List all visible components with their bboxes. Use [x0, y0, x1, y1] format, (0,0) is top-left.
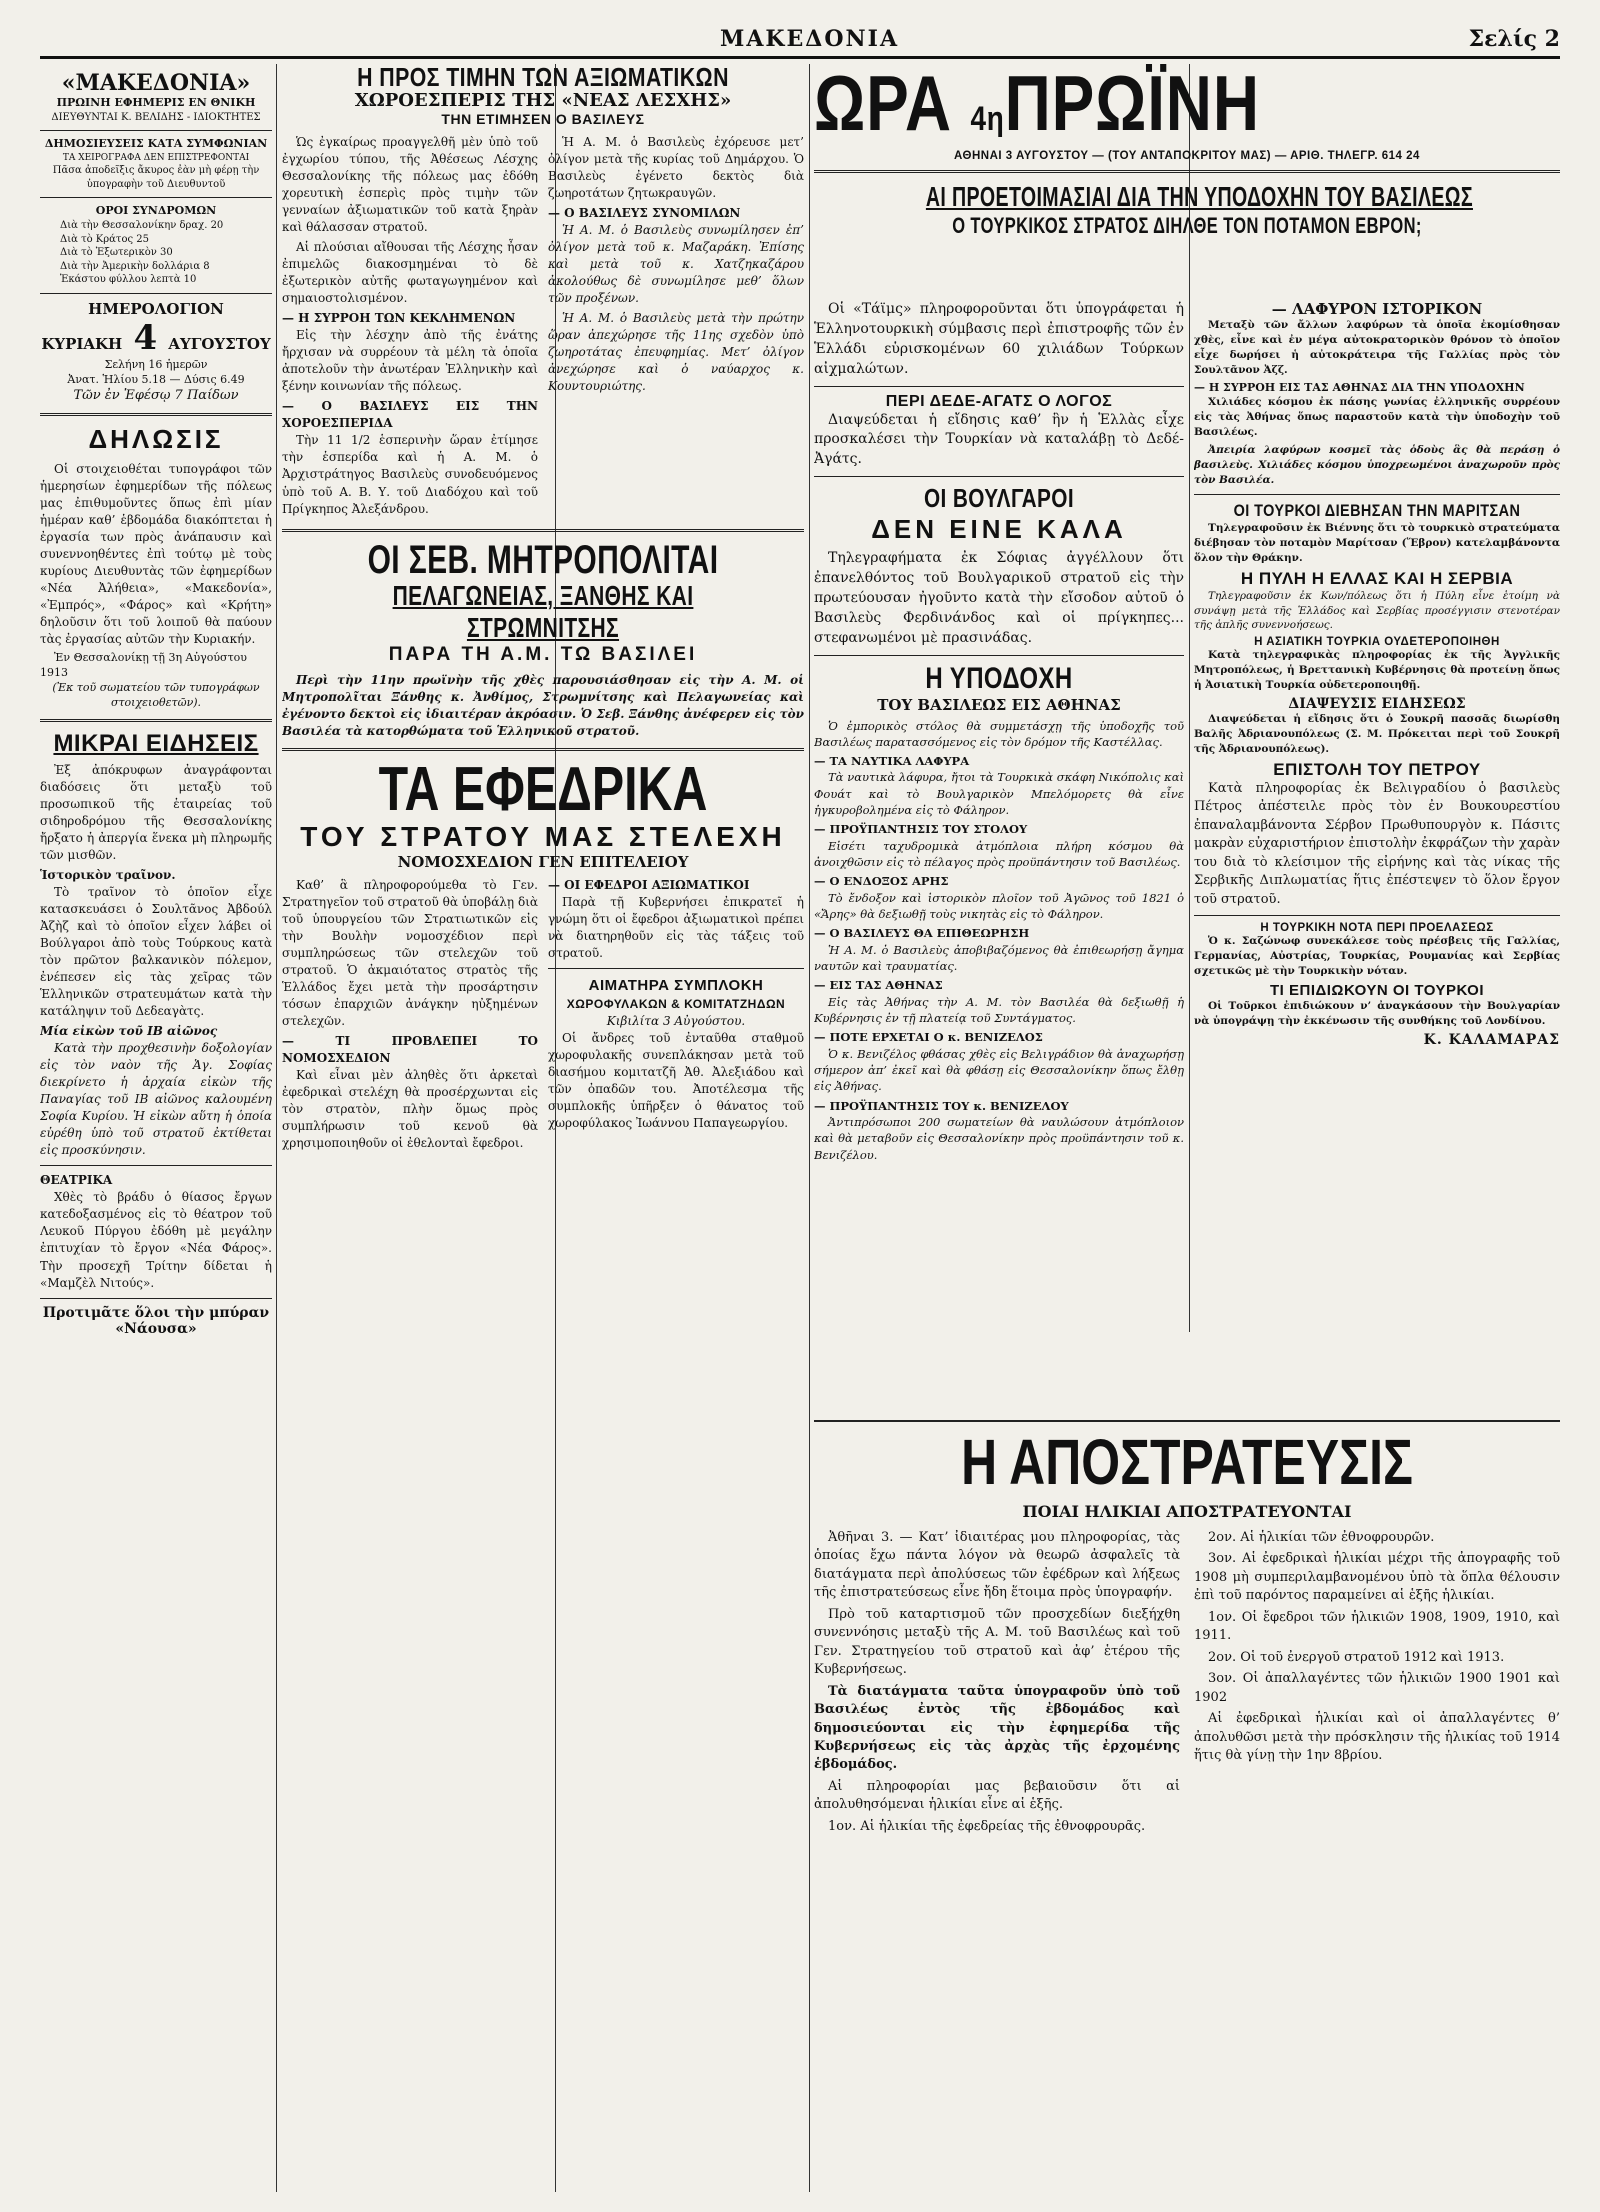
apostrat-item: 2ον. Αἱ ἡλικίαι τῶν ἐθνοφρουρῶν. [1208, 1530, 1435, 1545]
syrroi-text: Ἀπειρία λαφύρων κοσμεῖ τὰς ὁδοὺς ἃς θὰ περάσῃ ὁ βασιλεὺς. Χιλιάδες κόσμου ὑποχρεωμένοι ἀναχωροῦν πρὸς τὸν Βασιλέα. [1194, 444, 1560, 486]
dilosis-signature: (Ἐκ τοῦ σωματείου τῶν τυπογράφων στοιχειοθετῶν). [52, 680, 260, 709]
dilosis-title: ΔΗΛΩΣΙΣ [88, 423, 224, 454]
ora-sub: 4η [970, 100, 1005, 138]
calendar-month: ΑΥΓΟΥΣΤΟΥ [168, 334, 271, 353]
ypo-text: Ὁ κ. Βενιζέλος φθάσας χθὲς εἰς Βελιγράδιον θὰ ἀναχωρήσῃ σήμερον ἀπ’ ἐκεῖ καὶ θὰ φθάσῃ εἰς Θεσσαλονίκην ὅπως ἔλθῃ εἰς Ἀθήνας. [814, 1046, 1184, 1094]
dede-title: ΠΕΡΙ ΔΕΔΕ-ΑΓΑΤΣ Ο ΛΟΓΟΣ [885, 392, 1113, 410]
ads-title: ΔΗΜΟΣΙΕΥΣΕΙΣ ΚΑΤΑ ΣΥΜΦΩΝΙΑΝ [44, 137, 268, 151]
blood-title: ΑΙΜΑΤΗΡΑ ΣΥΜΠΛΟΚΗ [588, 976, 764, 994]
apostrat-item: 1ον. Οἱ ἔφεδροι τῶν ἡλικιῶν 1908, 1909, 1910, καὶ 1911. [1194, 1609, 1560, 1644]
calendar-title: ΗΜΕΡΟΛΟΓΙΟΝ [88, 299, 224, 318]
article-subhead: — Ο ΒΑΣΙΛΕΥΣ ΣΥΝΟΜΙΛΩΝ [548, 206, 741, 221]
paper-directors: ΔΙΕΥΘΥΝΤΑΙ Κ. ΒΕΛΙΔΗΣ - ΙΔΙΟΚΤΗΤΕΣ [51, 111, 261, 123]
apostrat-text: Πρὸ τοῦ καταρτισμοῦ τῶν προσχεδίων διεξήχθη συνεννόησις μεταξὺ τῆς Α. Μ. τοῦ Βασιλέως καὶ τοῦ Γεν. Στρατηγείου τοῦ στρατοῦ καὶ ἀφ’ ἑτέρου τῆς Κυβερνήσεως. [814, 1606, 1180, 1678]
pyli-text: Τηλεγραφοῦσιν ἐκ Κων/πόλεως ὅτι ἡ Πύλη εἶνε ἑτοίμη νὰ συνάψῃ μετὰ τῆς Ἑλλάδος καὶ Σερβίας προσέγγισιν στενοτέραν τῆς ἁπλῆς συνεννοήσεως. [1194, 589, 1560, 632]
ypo-subhead: — Ο ΒΑΣΙΛΕΥΣ ΘΑ ΕΠΙΘΕΩΡΗΣΗ [814, 926, 1030, 941]
apostrat-text: 1ον. Αἱ ἡλικίαι τῆς ἐφεδρείας τῆς ἐθνοφρουρᾶς. [828, 1818, 1146, 1834]
calendar-line: Τῶν ἐν Ἐφέσῳ 7 Παίδων [73, 388, 239, 404]
article-text: Ἡ Α. Μ. ὁ Βασιλεὺς μετὰ τὴν πρώτην ὥραν ἀπεχώρησε τῆς 11ης σχεδὸν ὑπὸ ζωηροτάτας ἐπευφημίας. Μετ’ ὀλίγον ἀνεχώρησε καὶ ὁ ναύαρχος κ. Κουντουριώτης. [548, 311, 804, 394]
theatre-text: Χθὲς τὸ βράδυ ὁ θίασος ἔργων κατεδοξασμένος εἰς τὸ θέατρον τοῦ Λευκοῦ Πύργου ἐδόθη μὲ μεγάλην ἐπιτυχίαν τὸ ἔργον «Νέα Φάρος». Τὴν προσεχῆ Τρίτην δίδεται ἡ «Μαμζὲλ Νιτούς». [40, 1190, 272, 1290]
blood-text: Οἱ ἄνδρες τοῦ ἐνταῦθα σταθμοῦ χωροφυλακῆς συνεπλάκησαν μετὰ τοῦ διασήμου κομιτατζῆ Ἀθ. Ἀλεξιάδου καὶ τῶν ὀπαδῶν του. Ἀποτέλεσμα τῆς συμπλοκῆς ὑπῆρξεν ὁ θάνατος τοῦ χωροφύλακος Ἰωάννου Παπαγεωργίου. [548, 1031, 804, 1131]
marit-text: Τηλεγραφοῦσιν ἐκ Βιέννης ὅτι τὸ τουρκικὸ στρατεύματα διέβησαν τὸν ποταμὸν Μαρίτσαν (Ἕβρον) κατελαμβάνοντα ὅλον τὴν Θράκην. [1194, 521, 1560, 564]
ora-word: ΩΡΑ [814, 64, 952, 147]
article-title: Η ΠΡΟΣ ΤΙΜΗΝ ΤΩΝ ΑΞΙΩΜΑΤΙΚΩΝ [357, 64, 729, 92]
subs-line: Διὰ τὴν Ἀμερικὴν δολλάρια 8 [60, 260, 210, 272]
ora-title [814, 64, 1260, 147]
apostrat-item: Αἱ ἐφεδρικαὶ ἡλικίαι καὶ οἱ ἀπαλλαγέντες θ’ ἀπολυθῶσι μετὰ τὴν πρόσκλησιν τῆς ἡλικίας τοῦ 1914 ἥτις θὰ γίνῃ τὴν 1ην 8βρίου. [1194, 1711, 1560, 1763]
ypo-text: Τὰ ναυτικὰ λάφυρα, ἤτοι τὰ Τουρκικὰ σκάφη Νικόπολις καὶ Φουάτ καὶ τὸ Βουλγαρικὸν Μπελόμορετς θὰ εἶνε ἠγκυροβολημένα εἰς τὸ Φάληρον. [814, 770, 1184, 818]
blood-subtitle: ΧΩΡΟΦΥΛΑΚΩΝ & ΚΟΜΙΤΑΤΖΗΔΩΝ [566, 997, 786, 1012]
ypo-text: Τὸ ἔνδοξον καὶ ἱστορικὸν πλοῖον τοῦ Ἀγῶνος τοῦ 1821 ὁ «Ἄρης» θὰ δεξιωθῇ τοὺς νικητὰς εἰς τὸ Φάληρον. [814, 890, 1184, 922]
nota-text: Ὁ κ. Σαζώνωφ συνεκάλεσε τοὺς πρέσβεις τῆς Γαλλίας, Γερμανίας, Αὐστρίας, Τουρκίας, Ρουμανίας καὶ Σερβίας σχετικῶς μὲ τὴν Τουρκικὴν νόταν. [1194, 934, 1560, 977]
mitro-title: ΟΙ ΣΕΒ. ΜΗΤΡΟΠΟΛΙΤΑΙ [367, 537, 719, 582]
column-divider [276, 64, 277, 2192]
column-4-body [814, 300, 1184, 2192]
paper-subtitle: ΠΡΩΙΝΗ ΕΦΗΜΕΡΙΣ ΕΝ ΘΝΙΚΗ [56, 96, 256, 109]
subs-line: Ἑκάστου φύλλου λεπτὰ 10 [60, 274, 197, 286]
calendar-day: ΚΥΡΙΑΚΗ [41, 334, 123, 353]
vulg-title: ΟΙ ΒΟΥΛΓΑΡΟΙ [923, 483, 1075, 514]
asiat-text: Κατὰ τηλεγραφικὰς πληροφορίας ἐκ τῆς Ἀγγλικῆς Μητροπόλεως, ἡ Βρεττανικὴ Κυβέρνησις θὰ προτείνῃ ὅπως ἡ Ἀσιατικὴ Τουρκία οὐδετεροποιηθῇ. [1194, 649, 1560, 692]
efedrika-text: Καθ’ ἃ πληροφορούμεθα τὸ Γεν. Στρατηγεῖον τοῦ στρατοῦ θὰ ὑποβάλῃ διὰ τοῦ ὑπουργείου τῶν Στρατιωτικῶν εἰς τὴν Βουλὴν νομοσχέδιον περὶ συμπληρώσεως τῶν στελεχῶν τοῦ στρατοῦ. Ὁ ἀκμαιότατος στρατὸς τῆς Ἑλλάδος ἔχει μετὰ τὴν προσάρτησιν τόσων ἐπαρχιῶν ἀνάγκην ηὐξημένων στελεχῶν. [282, 877, 538, 1028]
article-text: Τὴν 11 1/2 ἑσπερινὴν ὥραν ἐτίμησε τὴν ἑσπερίδα καὶ ἡ Α. Μ. ὁ Ἀρχιστράτηγος Βασιλεὺς συνοδευόμενος ὑπὸ τοῦ Α. Β. Υ. τοῦ Διαδόχου καὶ τοῦ Πρίγκηπος Ἀλεξάνδρου. [282, 433, 538, 516]
efedrika-subtitle: ΤΟΥ ΣΤΡΑΤΟΥ ΜΑΣ ΣΤΕΛΕΧΗ [300, 820, 786, 852]
efedrika-title: ΤΑ ΕΦΕΔΡΙΚΑ [378, 754, 708, 824]
ypo-subhead: — ΠΡΟΫΠΑΝΤΗΣΙΣ ΤΟΥ κ. ΒΕΝΙΖΕΛΟΥ [814, 1098, 1069, 1113]
ypo-text: Ὁ ἐμπορικὸς στόλος θὰ συμμετάσχῃ τῆς ὑποδοχῆς τοῦ Βασιλέως παρατασσόμενος εἰς τὸν δρόμον τῆς Καστέλλας. [814, 718, 1184, 749]
mitro-subtitle: ΠΕΛΑΓΩΝΕΙΑΣ, ΞΑΝΘΗΣ ΚΑΙ ΣΤΡΩΜΝΙΤΣΗΣ [392, 579, 694, 643]
icon-title: Μία εἰκὼν τοῦ ΙΒ αἰῶνος [40, 1024, 218, 1039]
article-text: Ὡς ἐγκαίρως προαγγελθῆ μὲν ὑπὸ τοῦ ἐγχωρίου τύπου, τῆς Ἀθέσεως Λέσχης Θεσσαλονίκης τῆς πόλεως μας ἐδόθη χορευτικὴ ἑσπερὶς πρὸς τιμὴν τῶν γενναίων ἀξιωματικῶν τοῦ κατὰ ξηρὰν καὶ θάλασσαν στρατοῦ. [282, 134, 538, 235]
epid-text: Οἱ Τοῦρκοι ἐπιδιώκουν ν’ ἀναγκάσουν τὴν Βουλγαρίαν νὰ ὑπογράψῃ τὴν ἐκκένωσιν τῆς συνθήκης τοῦ Λονδίνου. [1194, 999, 1560, 1027]
ypo-text: Ἡ Α. Μ. ὁ Βασιλεὺς ἀποβιβαζόμενος θὰ ἐπιθεωρήσῃ ἄγημα ναυτῶν καὶ τραυματίας. [814, 942, 1184, 974]
dede-text: Διαψεύδεται ἡ εἴδησις καθ’ ἣν ἡ Ἑλλὰς εἶχε προσκαλέσει τὴν Τουρκίαν νὰ καταλάβῃ τὸ Δεδέ-Ἀγάτς. [814, 411, 1184, 468]
apostrat-item: 2ον. Οἱ τοῦ ἐνεργοῦ στρατοῦ 1912 καὶ 1913. [1208, 1649, 1505, 1665]
prep-title: ΑΙ ΠΡΟΕΤΟΙΜΑΣΙΑΙ ΔΙΑ ΤΗΝ ΥΠΟΔΟΧΗΝ ΤΟΥ ΒΑΣΙΛΕΩΣ [925, 181, 1473, 212]
epid-title: ΤΙ ΕΠΙΔΙΩΚΟΥΝ ΟΙ ΤΟΥΡΚΟΙ [1269, 981, 1484, 999]
apostrat-title: Η ΑΠΟΣΤΡΑΤΕΥΣΙΣ [961, 1426, 1413, 1498]
ypo-subhead: — ΤΑ ΝΑΥΤΙΚΑ ΛΑΦΥΡΑ [814, 754, 970, 769]
efedrika-kicker: ΝΟΜΟΣΧΕΔΙΟΝ ΓΕΝ ΕΠΙΤΕΛΕΙΟΥ [397, 852, 689, 871]
calendar-line: Σελήνη 16 ἡμερῶν [104, 357, 208, 371]
apostrat-item: 3ον. Αἱ ἐφεδρικαὶ ἡλικίαι μέχρι τῆς ἀπογραφῆς τοῦ 1908 μὴ συμπεριλαμβανομένου ὑπὸ τὰ ὅπλα θέλουσιν ἐπὶ τοῦ παρόντος παραμείνει αἱ ἑξῆς ἡλικίαι. [1194, 1551, 1560, 1604]
ads-note-2: Πᾶσα ἀποδεῖξις ἄκυρος ἐὰν μὴ φέρῃ τὴν ὑπογραφὴν τοῦ Διευθυντοῦ [52, 165, 260, 190]
ypo-subhead: — ΠΡΟΫΠΑΝΤΗΣΙΣ ΤΟΥ ΣΤΟΛΟΥ [814, 822, 1028, 837]
apostrat-text: Τὰ διατάγματα ταῦτα ὑπογραφοῦν ὑπὸ τοῦ Βασιλέως ἐντὸς τῆς ἐβδομάδος καὶ δημοσιεύονται εἰς τὴν ἐφημερίδα τῆς Κυβερνήσεως εἰς τὰς ἀρχὰς τῆς ἐρχομένης ἑβδομάδος. [814, 1683, 1180, 1773]
efedrika-subhead: — ΤΙ ΠΡΟΒΛΕΠΕΙ ΤΟ ΝΟΜΟΣΧΕΔΙΟΝ [282, 1033, 538, 1066]
pyli-title: Η ΠΥΛΗ Η ΕΛΛΑΣ ΚΑΙ Η ΣΕΡΒΙΑ [1240, 568, 1514, 588]
top-rule [40, 56, 1560, 59]
marit-title: ΟΙ ΤΟΥΡΚΟΙ ΔΙΕΒΗΣΑΝ ΤΗΝ ΜΑΡΙΤΣΑΝ [1233, 500, 1521, 520]
article-text: Ἡ Α. Μ. ὁ Βασιλεὺς ἐχόρευσε μετ’ ὀλίγον μετὰ τῆς κυρίας τοῦ Δημάρχου. Ὁ Βασιλεὺς ἐγένετο δεκτὸς διὰ ζωηροτάτων ζητωκραυγῶν. [548, 134, 804, 200]
epist-text: Κατὰ πληροφορίας ἐκ Βελιγραδίου ὁ βασιλεὺς Πέτρος ἀπέστειλε πρὸς τὸν ἐν Βουκουρεστίου ἐπαναλαμβάνοντα Σέρβον Πρωθυπουργὸν κ. Πάσιτς μακρὰν εὐχαριστήριον ἐπιστολὴν ἐκφράζων τὴν χαρὰν του διὰ τὸ κλείσιμον τῆς εἰρήνης καὶ τὰς νίκας τῆς Σερβικῆς Διπλωματίας ἥτις ἐπέστεψεν τὸ ὅλον ἔργον τοῦ στρατοῦ. [1194, 780, 1560, 907]
efedrika-text: Παρὰ τῇ Κυβερνήσει ἐπικρατεῖ ἡ γνώμη ὅτι οἱ ἔφεδροι ἀξιωματικοὶ πρέπει νὰ διατηρηθοῦν εἰς τὰς τάξεις τοῦ στρατοῦ. [548, 894, 804, 960]
calendar-number: 4 [133, 317, 158, 358]
ypo-subhead: — Ο ΕΝΔΟΞΟΣ ΑΡΗΣ [814, 874, 949, 889]
calendar-line: Ἀνατ. Ἡλίου 5.18 — Δύσις 6.49 [67, 372, 245, 386]
ypo-title: Η ΥΠΟΔΟΧΗ [925, 661, 1073, 695]
subs-line: Διὰ τὸ Ἐξωτερικὸν 30 [60, 247, 173, 259]
signature: Κ. ΚΑΛΑΜΑΡΑΣ [1423, 1032, 1560, 1049]
ads-note: ΤΑ ΧΕΙΡΟΓΡΑΦΑ ΔΕΝ ΕΠΙΣΤΡΕΦΟΝΤΑΙ [62, 153, 250, 164]
news-text: Ἐξ ἀπόκρυφων ἀναγράφονται διαδόσεις ὅτι μεταξὺ τοῦ προσωπικοῦ τῆς ἑταιρείας τοῦ σιδηροδρόμου τῆς Θεσσαλονίκης ἤρξατο ἡ ἀπεργία ἕνεκα μὴ πληρωμῆς τῶν μισθῶν. [40, 762, 272, 862]
diaps-title: ΔΙΑΨΕΥΣΙΣ ΕΙΔΗΣΕΩΣ [1288, 696, 1466, 713]
vulg-subtitle: ΔΕΝ ΕΙΝΕ ΚΑΛΑ [871, 514, 1127, 545]
article-subhead: — Η ΣΥΡΡΟΗ ΤΩΝ ΚΕΚΛΗΜΕΝΩΝ [282, 311, 516, 326]
apostrat-text: Ἀθῆναι 3. — Κατ’ ἰδιαιτέρας μου πληροφορίας, τὰς ὁποίας ἔχω πάντα λόγον νὰ θεωρῶ ἀσφαλεῖς τὰ διατάγματα περὶ ἀπολύσεως τῶν ἐφέδρων καὶ λήξεως τῆς ἐπιστρατεύσεως εἶνε ἤδη ἕτοιμα πρὸς ὑπογραφήν. [814, 1530, 1180, 1601]
blood-date: Κιβιλίτα 3 Αὐγούστου. [606, 1014, 746, 1029]
icon-text: Κατὰ τὴν προχθεσινὴν δοξολογίαν εἰς τὸν ναὸν τῆς Ἁγ. Σοφίας διεκρίνετο ἡ ἀρχαία εἰκὼν τῆς Παναγίας τοῦ ΙΒ αἰῶνος καλουμένη Σοφία Κυρίου. Ἡ εἰκὼν αὕτη ἡ ὁποία εὑρέθη ὑπὸ τοῦ στρατοῦ ἐκτίθεται εἰς προσκύνησιν. [40, 1041, 272, 1158]
masthead [0, 18, 1600, 58]
mitro-kicker: ΠΑΡΑ ΤΗ Α.Μ. ΤΩ ΒΑΣΙΛΕΙ [388, 643, 698, 665]
page-number: Σελίς 2 [1468, 26, 1560, 52]
column-5 [1194, 300, 1560, 1332]
paper-name: «ΜΑΚΕΔΟΝΙΑ» [61, 70, 251, 96]
syrroi-text: Χιλιάδες κόσμου ἐκ πάσης γωνίας ἐλληνικῆς συρρέουν εἰς τὰς Ἀθήνας ὅπως παραστοῦν κατὰ τὴν ὑποδοχὴν τοῦ Βασιλέως. [1194, 396, 1560, 439]
dateline: ΑΘΗΝΑΙ 3 ΑΥΓΟΥΣΤΟΥ — (ΤΟΥ ΑΝΤΑΠΟΚΡΙΤΟΥ ΜΑΣ) — ΑΡΙΘ. ΤΗΛΕΓΡ. 614 24 [954, 150, 1420, 162]
efedrika-subhead: — ΟΙ ΕΦΕΔΡΟΙ ΑΞΙΩΜΑΤΙΚΟΙ [548, 877, 750, 892]
asiat-title: Η ΑΣΙΑΤΙΚΗ ΤΟΥΡΚΙΑ ΟΥΔΕΤΕΡΟΠΟΙΗΘΗ [1254, 636, 1500, 649]
dilosis-date: Ἐν Θεσσαλονίκῃ τῇ 3η Αὐγούστου 1913 [40, 651, 247, 680]
article-text: Ἡ Α. Μ. ὁ Βασιλεὺς συνωμίλησεν ἐπ’ ὀλίγον μετὰ τοῦ κ. Μαζαράκη. Ἐπίσης καὶ μετὰ τοῦ κ. Χατζηκαζάρου ἀκολούθως δὲ συνωμίλησε μεθ’ ὅλων τῶν προξένων. [548, 223, 804, 306]
column-2 [282, 64, 804, 2192]
train-text: Τὸ τραῖνον τὸ ὁποῖον εἶχε κατασκευάσει ὁ Σουλτᾶνος Ἀβδούλ Ἀζὴζ καὶ τὸ ὁποῖον εἶχεν λάβει οἱ Βούλγαροι ἀπὸ τοὺς Τούρκους κατὰ τὸν πρῶτον βαλκανικὸν πόλεμον, ἐνέπεσεν εἰς τὰς χεῖρας τῶν Ἑλληνικῶν στρατευμάτων κατὰ τὴν κατάληψιν τοῦ Δεδεαγὰτς. [40, 884, 272, 1019]
news-title: ΜΙΚΡΑΙ ΕΙΔΗΣΕΙΣ [53, 729, 259, 757]
prep-text: Οἱ «Τάϊμς» πληροφοροῦνται ὅτι ὑπογράφεται ἡ Ἑλληνοτουρκικὴ σύμβασις περὶ ἐπιστροφῆς τῶν ἐν Ἑλλάδι εὑρισκομένων 60 χιλιάδων Τούρκων αἰχμαλώτων. [814, 301, 1184, 377]
prep-subtitle: Ο ΤΟΥΡΚΙΚΟΣ ΣΤΡΑΤΟΣ ΔΙΗΛΘΕ ΤΟΝ ΠΟΤΑΜΟΝ ΕΒΡΟΝ; [952, 213, 1422, 238]
article-kicker: ΤΗΝ ΕΤΙΜΗΣΕΝ Ο ΒΑΣΙΛΕΥΣ [441, 111, 645, 128]
nota-title: Η ΤΟΥΡΚΙΚΗ ΝΟΤΑ ΠΕΡΙ ΠΡΟΕΛΑΣΕΩΣ [1260, 921, 1494, 934]
apostrat-section [814, 1420, 1560, 1839]
ypo-text: Εἰς τὰς Ἀθήνας τὴν Α. Μ. τὸν Βασιλέα θὰ δεξιωθῇ ἡ Κυβέρνησις ἐν τῇ πλατείᾳ τοῦ Συντάγματος. [814, 994, 1184, 1026]
subs-title: ΟΡΟΙ ΣΥΝΔΡΟΜΩΝ [95, 204, 217, 218]
theatre-title: ΘΕΑΤΡΙΚΑ [40, 1173, 113, 1188]
syrroi-title: — Η ΣΥΡΡΟΗ ΕΙΣ ΤΑΣ ΑΘΗΝΑΣ ΔΙΑ ΤΗΝ ΥΠΟΔΟΧΗΝ [1194, 380, 1525, 394]
ypo-subhead: — ΠΟΤΕ ΕΡΧΕΤΑΙ Ο κ. ΒΕΝΙΖΕΛΟΣ [814, 1030, 1043, 1045]
apostrat-text: Αἱ πληροφορίαι μας βεβαιοῦσιν ὅτι αἱ ἀπολυθησόμεναι ἡλικίαι εἶνε αἱ ἑξῆς. [814, 1778, 1180, 1813]
epist-title: ΕΠΙΣΤΟΛΗ ΤΟΥ ΠΕΤΡΟΥ [1273, 759, 1481, 779]
footer-ad: Προτιμᾶτε ὅλοι τὴν μπύραν «Νάουσα» [42, 1304, 270, 1337]
apostrat-subtitle: ΠΟΙΑΙ ΗΛΙΚΙΑΙ ΑΠΟΣΤΡΑΤΕΥΟΝΤΑΙ [1022, 1502, 1352, 1521]
article-text: Αἱ πλούσιαι αἴθουσαι τῆς Λέσχης ἦσαν ἐπιμελῶς διακοσμημέναι τὸ δὲ ἐξωτερικὸν αὐτῆς φωταγωγημένον καὶ σημαιοστολισμένον. [282, 240, 538, 306]
efedrika-text: Καὶ εἶναι μὲν ἀληθὲς ὅτι ἀρκεταὶ ἐφεδρικαὶ στελέχη θὰ προσέρχωνται εἰς τὸν στρατὸν, πλὴν ὅμως πρὸς συμπλήρωσιν τοῦ κενοῦ θὰ χρησιμοποιηθοῦν οἱ ἐθελονταὶ ἔφεδροι. [282, 1068, 538, 1151]
dilosis-text: Οἱ στοιχειοθέται τυπογράφοι τῶν ἡμερησίων ἐφημερίδων τῆς πόλεως μας ἐπιθυμοῦντες ὅπως ἐπὶ μίαν ἡμέραν καθ’ ἑβδομάδα διακόπτεται ἡ ἐργασία των πρὸς ἀνάπαυσιν καὶ συνεννοηθέντες ἐπὶ τούτῳ μὲ τοὺς κυρίους Διευθυντὰς τῶν ἐφημερίδων «Νέα Ἀλήθεια», «Μακεδονία», «Ἐμπρός», «Φάρος» καὶ «Κρήτη» δηλοῦσιν ὅτι τοῦ λοιποῦ θὰ παύουν τὰς ἐργασίας αὐτῶν τὴν Κυριακήν. [40, 461, 272, 647]
ypo-text: Ἀντιπρόσωποι 200 σωματείων θὰ ναυλώσουν ἀτμόπλοιον καὶ θὰ μεταβοῦν εἰς Θεσσαλονίκην πρὸς προϋπάντησιν τοῦ κ. Βενιζέλου. [814, 1115, 1184, 1162]
subs-line: Διὰ τὸ Κράτος 25 [60, 233, 149, 245]
ora-word-2: ΠΡΩΪΝΗ [1004, 64, 1260, 147]
column-1 [40, 64, 272, 2192]
lafyron-text: Μεταξὺ τῶν ἄλλων λαφύρων τὰ ὁποῖα ἐκομίσθησαν χθὲς, εἶνε καὶ ἐν μέγα αὐτοκρατορικὸν θρόνον τὸ ὁποῖον εἶχε δωρήσει ἡ αὐτοκράτειρα τῆς Γαλλίας πρὸς τὸν Σουλτᾶνον Ἀζζ. [1194, 319, 1560, 376]
train-title: Ἱστορικὸν τραῖνον. [40, 867, 176, 882]
article-subtitle: ΧΩΡΟΕΣΠΕΡΙΣ ΤΗΣ «ΝΕΑΣ ΛΕΣΧΗΣ» [354, 90, 732, 112]
vulg-text: Τηλεγραφήματα ἐκ Σόφιας ἀγγέλλουν ὅτι ἐπανελθόντος τοῦ Βουλγαρικοῦ στρατοῦ εἰς τὴν πρωτεύουσαν ἠγοῦντο κατὰ τὴν εἴσοδον αὐτοῦ ὁ Βασιλεὺς Φερδινάνδος καὶ οἱ πρίγκηπες... στεφανωμένοι μὲ πρασινάδας. [814, 550, 1184, 646]
column-divider [809, 64, 810, 2192]
subs-line: Διὰ τὴν Θεσσαλονίκην δραχ. 20 [60, 220, 224, 232]
ypo-subtitle: ΤΟΥ ΒΑΣΙΛΕΩΣ ΕΙΣ ΑΘΗΝΑΣ [877, 695, 1121, 714]
ypo-text: Εἰσέτι ταχυδρομικὰ ἀτμόπλοια πλήρη κόσμου θὰ ἀνοιχθῶσιν εἰς τὸ πέλαγος πρὸς προϋπάντησιν τοῦ Βασιλέως. [814, 838, 1184, 870]
diaps-text: Διαψεύδεται ἡ εἴδησις ὅτι ὁ Σουκρῆ πασσᾶς διωρίσθη Βαλῆς Ἀδριανουπόλεως (Σ. Μ. Πρόκειται περὶ τοῦ Σουκρῆ τῆς Ἀδριανουπόλεως). [1194, 713, 1560, 755]
ypo-subhead: — ΕΙΣ ΤΑΣ ΑΘΗΝΑΣ [814, 978, 943, 993]
article-text: Εἰς τὴν λέσχην ἀπὸ τῆς ἐνάτης ἤρχισαν νὰ συρρέουν τὰ μέλη τὰ ὁποῖα ἀποτελοῦν τὴν ἀνωτέραν Ἑλληνικὴν καὶ ξένην κοινωνίαν τῆς πόλεως. [282, 328, 538, 394]
apostrat-item: 3ον. Οἱ ἀπαλλαγέντες τῶν ἡλικιῶν 1900 1901 καὶ 1902 [1194, 1671, 1560, 1705]
masthead-name: ΜΑΚΕΔΟΝΙΑ [720, 26, 900, 52]
article-subhead: — Ο ΒΑΣΙΛΕΥΣ ΕΙΣ ΤΗΝ ΧΟΡΟΕΣΠΕΡΙΔΑ [282, 399, 538, 431]
lafyron-title: — ΛΑΦΥΡΟΝ ΙΣΤΟΡΙΚΟΝ [1271, 300, 1483, 318]
mitro-text: Περὶ τὴν 11ην πρωϊνὴν τῆς χθὲς παρουσιάσθησαν εἰς τὴν Α. Μ. οἱ Μητροπολῖται Ξάνθης κ. Ἀνθίμος, Στρωμνίτσης καὶ Πελαγωνείας καὶ ἐγένοντο δεκτοὶ εἰς ἰδιαιτέραν ἀκρόασιν. Ὁ Σεβ. Ξάνθης ἀνέφερεν εἰς τὸν Βασιλέα τὰ κατορθώματα τοῦ Ἑλληνικοῦ στρατοῦ. [282, 672, 804, 738]
